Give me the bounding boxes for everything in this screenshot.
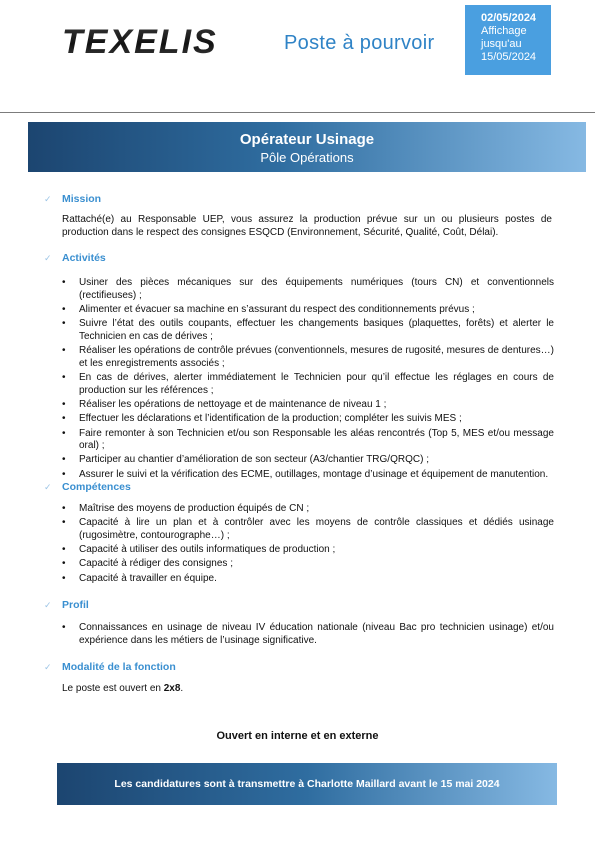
header-divider	[0, 112, 595, 113]
list-item: • Suivre l’état des outils coupants, effectuer les changements basiques (plaquettes, forêts) et alerter le Technicien en cas de dérives ;	[62, 318, 554, 344]
section-heading-modalite: ✓ Modalité de la fonction	[44, 661, 176, 673]
list-item: • Connaissances en usinage de niveau IV éducation nationale (niveau Bac pro technicien usinage) et/ou expérience dans les métiers de l’usinage significative.	[62, 622, 554, 648]
list-item: • Alimenter et évacuer sa machine en s’assurant du respect des conditionnements prévus ;	[62, 304, 554, 317]
list-item: • Participer au chantier d’amélioration de son secteur (A3/chantier TRG/QRQC) ;	[62, 454, 554, 467]
list-item: • Capacité à travailler en équipe.	[62, 573, 554, 586]
display-until-label: jusqu'au	[481, 38, 522, 50]
section-heading-competences: ✓ Compétences	[44, 481, 131, 493]
job-department: Pôle Opérations	[260, 150, 354, 165]
check-icon: ✓	[44, 662, 52, 672]
check-icon: ✓	[44, 482, 52, 492]
section-heading-activites: ✓ Activités	[44, 252, 106, 264]
list-item: • Capacité à lire un plan et à contrôler avec les moyens de contrôle classiques et dédiés usinage (rugosimètre, contourographe…) ;	[62, 517, 554, 543]
profil-list	[62, 622, 554, 649]
check-icon: ✓	[44, 194, 52, 204]
list-item: • Réaliser les opérations de contrôle prévues (conventionnels, mesures de rugosité, mesures de dentures…) et les enregistrements associés ;	[62, 345, 554, 371]
display-date-box	[465, 5, 551, 75]
section-heading-mission: ✓ Mission	[44, 193, 102, 205]
job-title: Opérateur Usinage	[239, 131, 375, 148]
check-icon: ✓	[44, 600, 52, 610]
svg-text:TEXELIS: TEXELIS	[62, 23, 218, 60]
end-date: 15/05/2024	[481, 51, 537, 63]
display-label: Affichage	[481, 25, 527, 37]
modalite-text: Le poste est ouvert en 2x8.	[62, 683, 184, 694]
recruitment-scope: Ouvert en interne et en externe	[216, 730, 379, 742]
check-icon: ✓	[44, 253, 52, 263]
application-instructions-band: Les candidatures sont à transmettre à Charlotte Maillard avant le 15 mai 2024	[57, 763, 557, 805]
publish-date: 02/05/2024	[481, 12, 537, 24]
list-item: • Capacité à utiliser des outils informatiques de production ;	[62, 544, 554, 557]
job-title-band	[28, 122, 586, 172]
list-item: • Effectuer les déclarations et l’identification de la production; compléter les suivis MES ;	[62, 413, 554, 426]
texelis-logo	[60, 20, 265, 60]
list-item: • Usiner des pièces mécaniques sur des équipements numériques (tours CN) et conventionnels (rectifieuses) ;	[62, 277, 554, 303]
list-item: • Réaliser les opérations de nettoyage et de maintenance de niveau 1 ;	[62, 399, 554, 412]
mission-text: Rattaché(e) au Responsable UEP, vous assurez la production prévue sur un ou plusieurs postes de production dans le respect des consignes ESQCD (Environnement, Sécurité, Qualité, Coût, Délai).	[62, 214, 552, 238]
list-item: • Faire remonter à son Technicien et/ou son Responsable les aléas rencontrés (Top 5, MES et/ou message oral) ;	[62, 428, 554, 454]
list-item: • Capacité à rédiger des consignes ;	[62, 558, 554, 571]
competences-list	[62, 503, 554, 587]
list-item: • Maîtrise des moyens de production équipés de CN ;	[62, 503, 554, 516]
shift-pattern: 2x8	[163, 683, 181, 694]
poster-title: Poste à pourvoir	[284, 32, 435, 54]
list-item: • En cas de dérives, alerter immédiatement le Technicien pour qu’il effectue les réglages en cours de production sur les références ;	[62, 372, 554, 398]
activites-list	[62, 277, 554, 483]
list-item: • Assurer le suivi et la vérification des ECME, outillages, montage d’usinage et équipement de manutention.	[62, 469, 554, 482]
section-heading-profil: ✓ Profil	[44, 599, 89, 611]
